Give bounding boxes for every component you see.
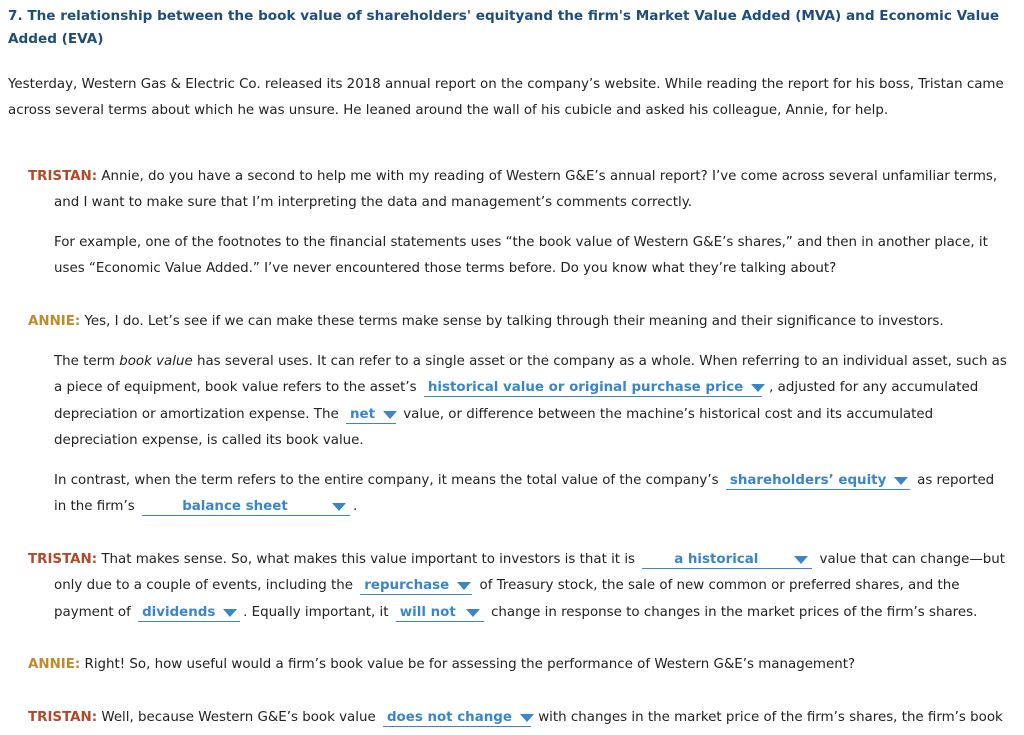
chevron-down-icon <box>332 503 346 511</box>
chevron-down-icon <box>751 384 765 392</box>
question-title: 7. The relationship between the book value of shareholders' equityand the firm's Market Value Added (MVA) and Economic Value Added (EVA) <box>8 8 1000 47</box>
dropdown-historical-value[interactable]: historical value or original purchase price <box>424 380 762 397</box>
dropdown-dividends[interactable]: dividends <box>138 605 240 622</box>
chevron-down-icon <box>520 714 534 722</box>
speaker-tristan: TRISTAN: <box>28 552 98 567</box>
dropdown-shareholders-equity[interactable]: shareholders’ equity <box>726 473 910 490</box>
dropdown-balance-sheet[interactable]: balance sheet <box>142 499 350 516</box>
emphasis-book-value: book value <box>119 354 193 369</box>
annie-paragraph-company: In contrast, when the term refers to the entire company, it means the total value of the company’s shareholders’ equity as reported in the firm’s balance sheet . <box>54 473 995 515</box>
chevron-down-icon <box>894 477 908 485</box>
dialogue-text: Yes, I do. Let’s see if we can make these terms make sense by talking through their meaning and their significance to investors. <box>84 314 944 329</box>
intro-paragraph: Yesterday, Western Gas & Electric Co. released its 2018 annual report on the company’s website. While reading the report for his boss, Tristan came across several terms about which he was unsure. He leaned around the wall of his cubicle and asked his colleague, Annie, for help. <box>8 77 1004 118</box>
annie-paragraph-book-value: The term book value has several uses. It can refer to a single asset or the company as a whole. When referring to an individual asset, such as a piece of equipment, book value refers to the asset’s historical value or original purchase price , adjusted for any accumulated depreciation or amortization expense. The net value, or difference between the machine’s historical cost and its accumulated depreciation expense, is called its book value. <box>54 354 1007 449</box>
dialogue-tristan-1 <box>28 164 1008 217</box>
dialogue-annie-1 <box>28 309 1008 335</box>
chevron-down-icon <box>794 556 808 564</box>
chevron-down-icon <box>466 609 480 617</box>
speaker-annie: ANNIE: <box>28 657 81 672</box>
dialogue-tristan-3: TRISTAN: Well, because Western G&E’s book value does not change with changes in the market price of the firm’s shares, the firm’s book <box>28 710 1003 725</box>
dialogue-text: and I want to make sure that I’m interpreting the data and management’s comments correctly. <box>54 195 693 211</box>
speaker-tristan: TRISTAN: <box>28 169 98 184</box>
chevron-down-icon <box>383 411 397 419</box>
dialogue-annie-2: ANNIE: Right! So, how useful would a firm’s book value be for assessing the performance of Western G&E’s management? <box>28 657 856 672</box>
dropdown-repurchase[interactable]: repurchase <box>360 578 472 595</box>
chevron-down-icon <box>457 582 471 590</box>
dropdown-a-historical[interactable]: a historical <box>642 552 812 569</box>
dropdown-net[interactable]: net <box>346 407 396 424</box>
dropdown-does-not-change[interactable]: does not change <box>383 710 531 727</box>
dropdown-will-not[interactable]: will not <box>396 605 484 622</box>
chevron-down-icon <box>223 609 237 617</box>
dialogue-text: Annie, do you have a second to help me with my reading of Western G&E’s annual report? I’ve come across several unfamiliar terms, <box>101 169 998 184</box>
speaker-tristan: TRISTAN: <box>28 710 98 725</box>
dialogue-tristan-1-paragraph-2: For example, one of the footnotes to the financial statements uses “the book value of Western G&E’s shares,” and then in another place, it uses “Economic Value Added.” I’ve never encountered those terms before. Do you know what they’re talking about? <box>54 235 988 277</box>
dialogue-tristan-2: TRISTAN: That makes sense. So, what makes this value important to investors is that it is a historical value that can change—but only due to a couple of events, including the repurchase of Treasury stock, the sale of new common or preferred shares, and the payment of dividends . Equally important, it will not change in response to changes in the market prices of the firm’s shares. <box>28 552 1006 620</box>
speaker-annie: ANNIE: <box>28 314 81 329</box>
